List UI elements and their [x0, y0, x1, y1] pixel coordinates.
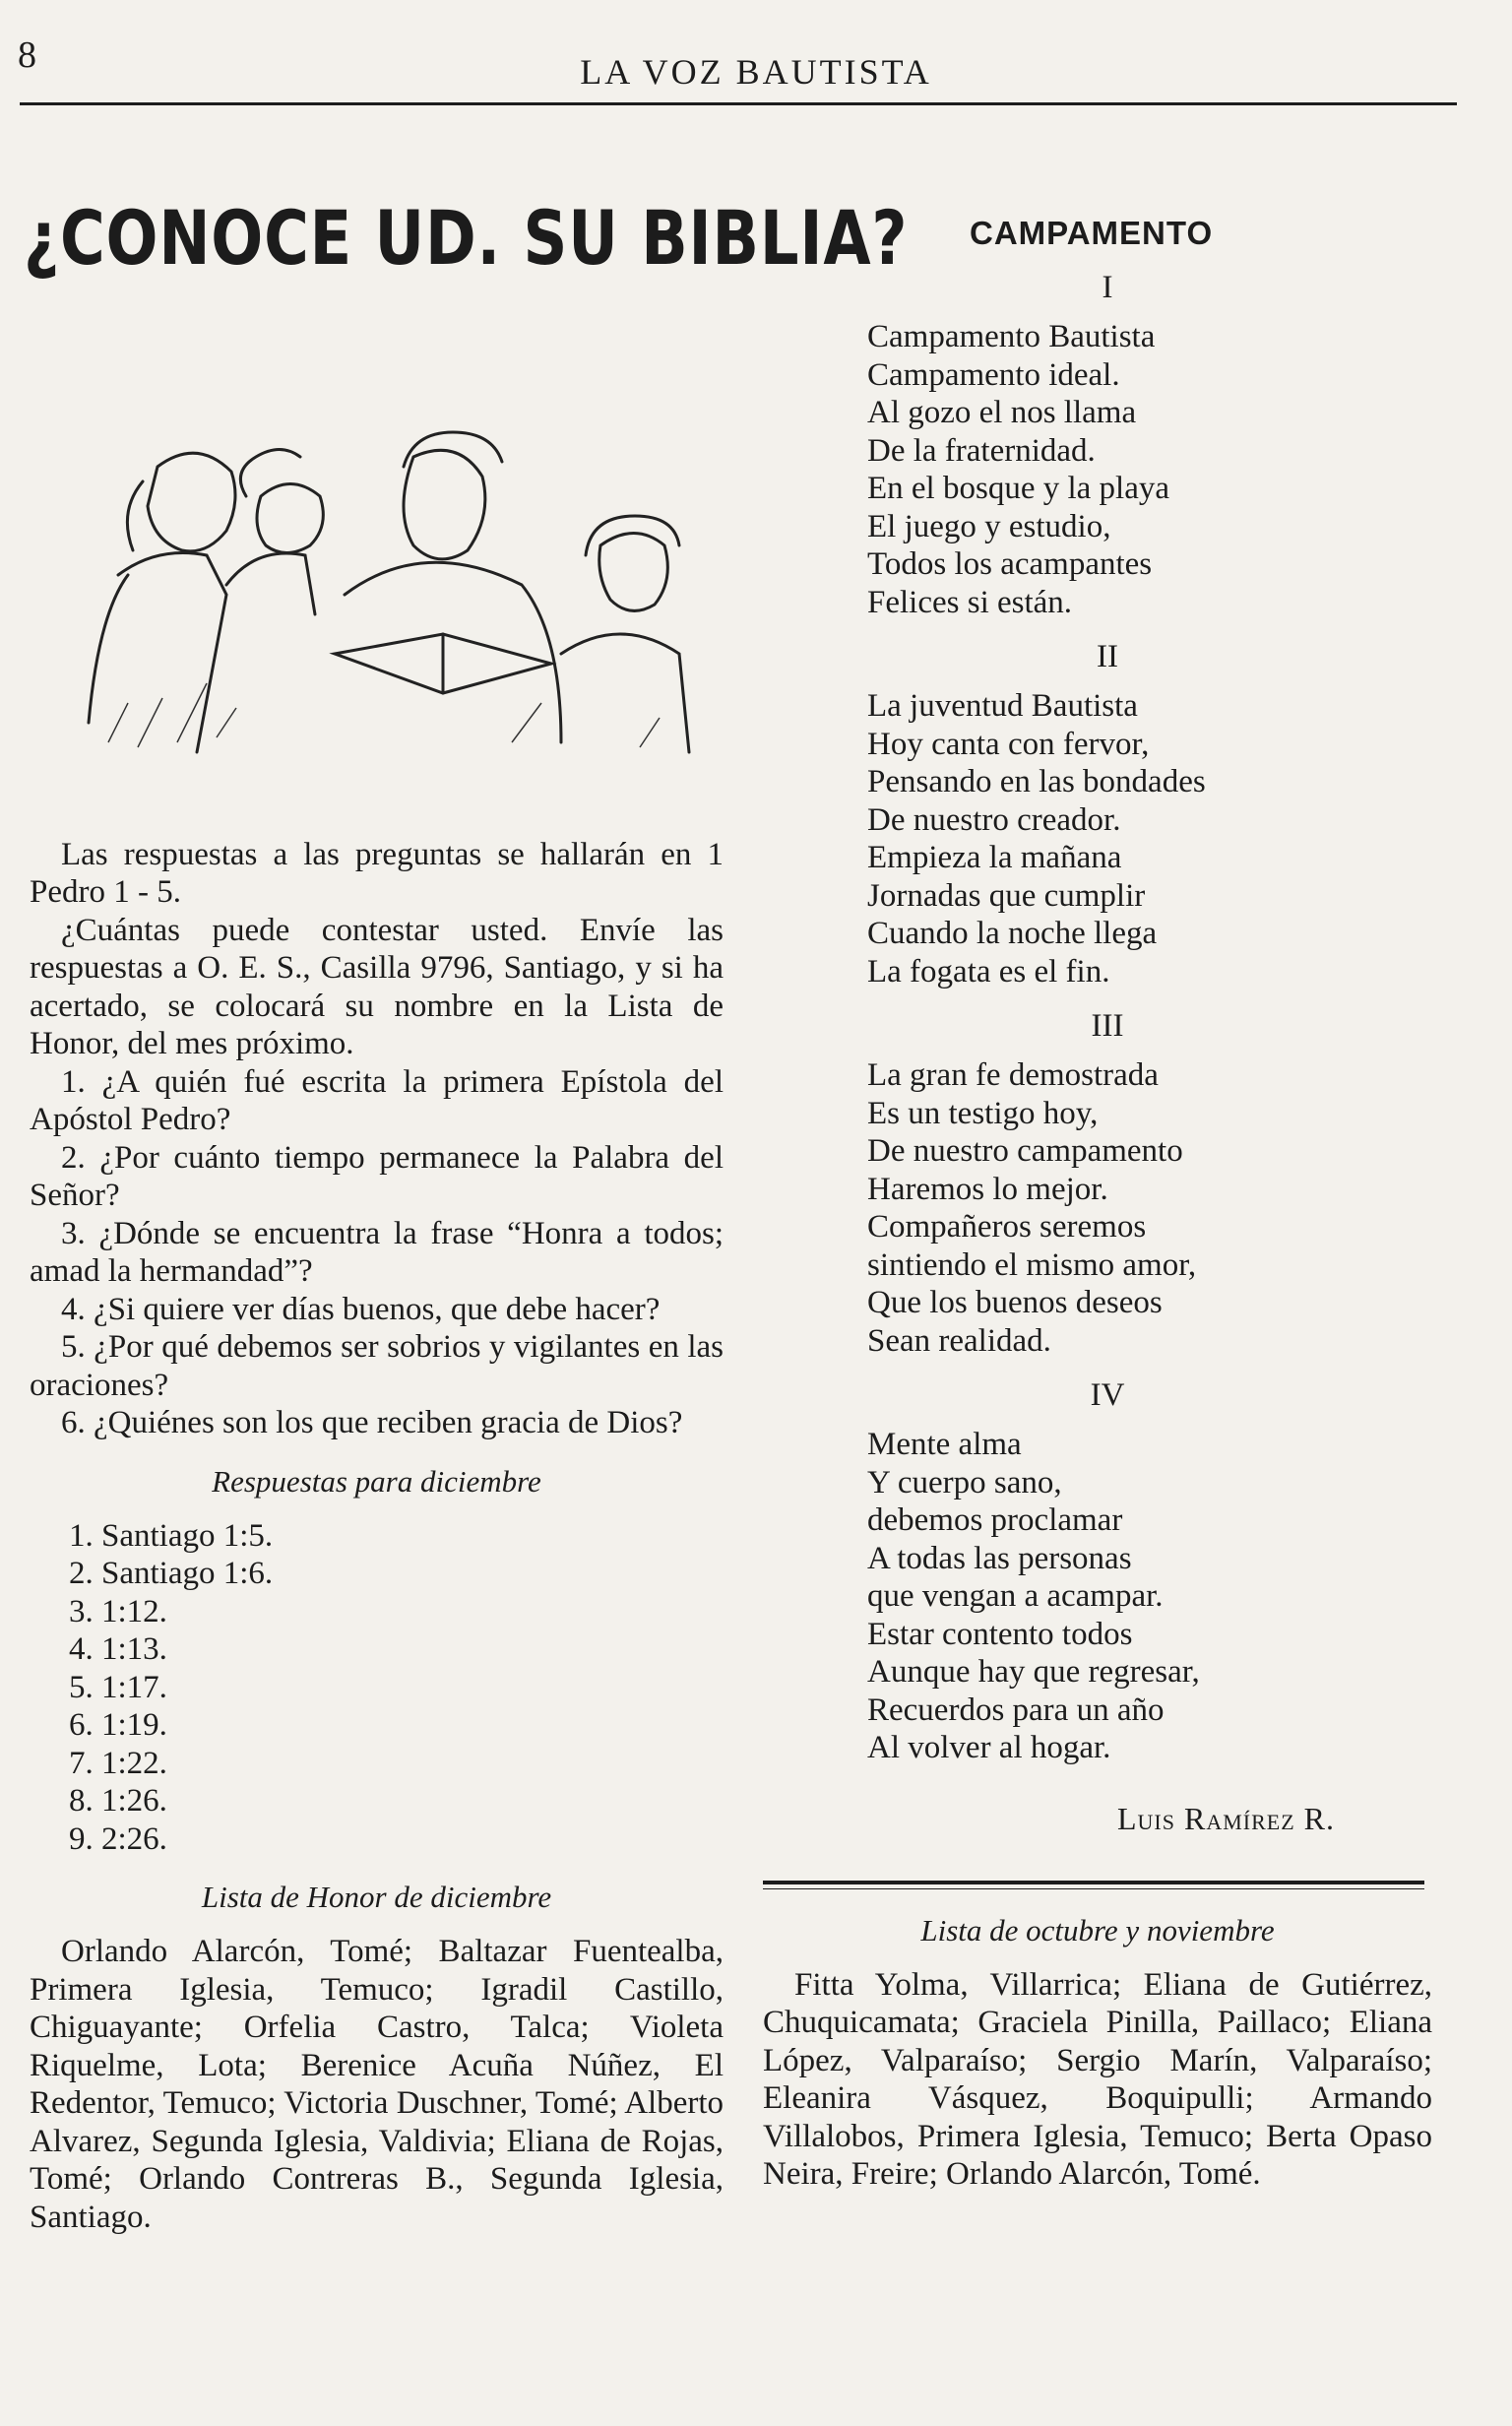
verse-line: Campamento Bautista: [867, 319, 1156, 354]
intro-paragraph: Las respuestas a las preguntas se hallarán en 1 Pedro 1 - 5.: [30, 836, 724, 911]
instructions-paragraph: ¿Cuántas puede contestar usted. Envíe las respuestas a O. E. S., Casilla 9796, Santiago, y si ha acertado, se colocará su nombre en la Lista de Honor, del mes próximo.: [30, 912, 724, 1062]
stanza-number: IV: [1090, 1377, 1125, 1413]
verse-line: En el bosque y la playa: [867, 471, 1169, 506]
answer-item: 5. 1:17.: [69, 1669, 167, 1705]
article-title: ¿CONOCE UD. SU BIBLIA?: [24, 194, 909, 282]
stanza: [867, 1056, 1432, 1360]
stanza: [867, 1426, 1432, 1767]
question: 4. ¿Si quiere ver días buenos, que debe hacer?: [61, 1291, 661, 1327]
verse-line: Sean realidad.: [867, 1322, 1051, 1359]
family-reading-illustration: [49, 427, 719, 762]
verse-line: Compañeros seremos: [867, 1209, 1147, 1245]
verse-line: Mente alma: [867, 1427, 1022, 1462]
verse-line: Es un testigo hoy,: [867, 1095, 1099, 1131]
verse-line: Felices si están.: [867, 584, 1073, 620]
answer-item: 7. 1:22.: [69, 1745, 167, 1781]
stanza: [867, 687, 1432, 990]
verse-line: Jornadas que cumplir: [867, 877, 1146, 914]
verse-line: Al volver al hogar.: [867, 1730, 1111, 1765]
poem-title: CAMPAMENTO: [970, 215, 1214, 251]
verse-line: Todos los acampantes: [867, 546, 1153, 582]
verse-line: que vengan a acampar.: [867, 1578, 1164, 1614]
verse-line: Estar contento todos: [867, 1616, 1133, 1652]
verse-line: Cuando la noche llega: [867, 916, 1158, 951]
verse-line: Campamento ideal.: [867, 356, 1120, 393]
verse-line: debemos proclamar: [867, 1502, 1123, 1538]
october-november-list: [763, 1966, 1432, 2194]
question: 3. ¿Dónde se encuentra la frase “Honra a todos; amad la hermandad”?: [30, 1215, 724, 1290]
answers-list: [30, 1517, 724, 1859]
verse-line: La gran fe demostrada: [867, 1057, 1159, 1093]
poem-author: Luis Ramírez R.: [1117, 1800, 1336, 1836]
stanza-number: II: [1097, 639, 1118, 674]
honor-list: [30, 1933, 724, 2236]
verse-line: De la fraternidad.: [867, 432, 1096, 469]
stanza: [867, 318, 1432, 621]
section-rule: [763, 1881, 1424, 1884]
honor-list-heading: Lista de Honor de diciembre: [201, 1880, 552, 1915]
verse-line: La fogata es el fin.: [867, 953, 1110, 990]
answer-item: 4. 1:13.: [69, 1631, 167, 1668]
verse-line: El juego y estudio,: [867, 508, 1111, 544]
question: 2. ¿Por cuánto tiempo permanece la Palabra del Señor?: [30, 1139, 724, 1214]
article-body: [30, 836, 724, 1442]
answer-item: 6. 1:19.: [69, 1707, 167, 1744]
left-column: [24, 194, 909, 2236]
october-november-list-text: Fitta Yolma, Villarrica; Eliana de Gutiérrez, Chuquicamata; Graciela Pinilla, Paillaco; Eliana López, Valparaíso; Sergio Marín, Valparaíso; Eleanira Vásquez, Boquipulli; Armando Villalobos, Primera Iglesia, Temuco; Berta Opaso Neira, Freire; Orlando Alarcón, Tomé.: [763, 1966, 1432, 2192]
right-column: [763, 215, 1432, 2194]
verse-line: Haremos lo mejor.: [867, 1171, 1108, 1207]
answer-item: 9. 2:26.: [69, 1820, 167, 1857]
page-number: 8: [18, 34, 36, 76]
answer-item: 3. 1:12.: [69, 1593, 167, 1629]
verse-line: Y cuerpo sano,: [867, 1464, 1062, 1500]
verse-line: La juventud Bautista: [867, 688, 1138, 724]
october-november-list-heading: Lista de octubre y noviembre: [920, 1912, 1275, 1947]
question: 5. ¿Por qué debemos ser sobrios y vigilantes en las oraciones?: [30, 1329, 724, 1403]
honor-list-text: Orlando Alarcón, Tomé; Baltazar Fuentealba, Primera Iglesia, Temuco; Igradil Castillo, Chiguayante; Orfelia Castro, Talca; Violeta Riquelme, Lota; Berenice Acuña Núñez, El Redentor, Temuco; Victoria Duschner, Tomé; Alberto Alvarez, Segunda Iglesia, Valdivia; Eliana de Rojas, Tomé; Orlando Contreras B., Segunda Iglesia, Santiago.: [30, 1934, 724, 2235]
question: 1. ¿A quién fué escrita la primera Epístola del Apóstol Pedro?: [30, 1063, 724, 1138]
running-head: LA VOZ BAUTISTA: [580, 52, 932, 92]
verse-line: Empieza la mañana: [867, 840, 1122, 875]
stanza-number: III: [1091, 1008, 1124, 1044]
verse-line: De nuestro campamento: [867, 1133, 1183, 1169]
header-rule: [20, 102, 1457, 105]
verse-line: Pensando en las bondades: [867, 764, 1206, 799]
verse-line: sintiendo el mismo amor,: [867, 1246, 1197, 1283]
answer-item: 2. Santiago 1:6.: [69, 1556, 274, 1592]
answer-item: 8. 1:26.: [69, 1783, 167, 1820]
verse-line: De nuestro creador.: [867, 801, 1121, 838]
answer-item: 1. Santiago 1:5.: [69, 1517, 274, 1554]
answers-heading: Respuestas para diciembre: [212, 1463, 541, 1499]
stanza-number: I: [1102, 270, 1113, 305]
question: 6. ¿Quiénes son los que reciben gracia de Dios?: [61, 1405, 683, 1441]
verse-line: A todas las personas: [867, 1540, 1132, 1576]
verse-line: Que los buenos deseos: [867, 1285, 1163, 1320]
section-rule-thin: [763, 1888, 1424, 1889]
verse-line: Recuerdos para un año: [867, 1692, 1165, 1728]
verse-line: Aunque hay que regresar,: [867, 1654, 1200, 1690]
verse-line: Hoy canta con fervor,: [867, 726, 1150, 762]
verse-line: Al gozo el nos llama: [867, 395, 1137, 430]
